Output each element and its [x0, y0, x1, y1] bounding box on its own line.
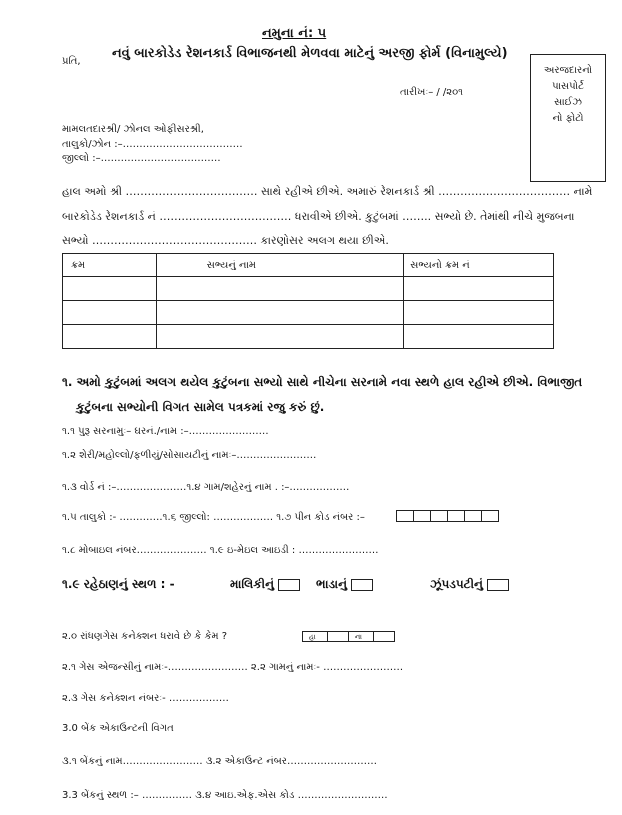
gas-agency-field[interactable]: ૨.૧ ગેસ એજન્સીનું નામઃ-…………………… ૨.૨ ગામનું નામઃ- ……………………: [62, 662, 404, 673]
full-address-field[interactable]: ૧.૧ પુરૂ સરનામુઃ– ઘરનં./નામ :–……………………: [62, 426, 269, 437]
bank-place-ifsc-field[interactable]: 3.3 બેંકનું સ્થળ :– …………… ૩.૪ આઇ.એફ.એસ કોડ ………………………: [62, 790, 388, 801]
photo-box: [530, 54, 606, 182]
photo-line: નો ફોટો: [552, 113, 584, 124]
table-cell[interactable]: [404, 277, 554, 301]
table-cell[interactable]: [404, 301, 554, 325]
table-cell[interactable]: [156, 325, 404, 349]
header-serial: ક્રમ: [63, 254, 157, 277]
photo-line: પાસપોર્ટ: [552, 81, 584, 92]
taluka-field[interactable]: તાલુકો/ઝોન :–………………………………: [62, 139, 243, 150]
gas-connection-question: ૨.૦ રાંધણગેસ કનેક્શન ધરાવે છે કે કેમ ?: [62, 631, 228, 642]
intro-line-1: હાલ અમો શ્રી ……………………………… સાથે રહીએ છીએ. અમારું રેશનકાર્ડ શ્રી ……………………………… નામે: [62, 185, 593, 198]
slum-checkbox[interactable]: [487, 579, 509, 591]
pincode-box[interactable]: [430, 510, 448, 522]
gas-blank-box[interactable]: [373, 631, 395, 642]
pincode-box[interactable]: [413, 510, 431, 522]
option-label: માલિકીનું: [230, 577, 275, 591]
header-member-name: સભ્યનું નામ: [156, 254, 404, 277]
residence-option-owned[interactable]: [230, 577, 300, 592]
intro-line-3: સભ્યો ……………………………………… કારણોસર અલગ થયા છીએ.: [62, 234, 389, 247]
table-cell[interactable]: [156, 301, 404, 325]
bank-account-heading: 3.0 બેંક એકાઉન્ટની વિગત: [62, 723, 174, 734]
table-cell[interactable]: [63, 325, 157, 349]
owned-checkbox[interactable]: [278, 579, 300, 591]
street-field[interactable]: ૧.૨ શેરી/મહોલ્લો/ફળીયું/સોસાયટીનું નામઃ–……………………: [62, 450, 317, 461]
option-label: ભાડાનું: [316, 577, 348, 591]
residence-type-label: ૧.૯ રહેઠાણનું સ્થળ : -: [62, 577, 175, 591]
pincode-box[interactable]: [396, 510, 414, 522]
prati-label: પ્રતિ,: [62, 56, 81, 67]
pincode-box[interactable]: [481, 510, 499, 522]
taluka-district-pin-field[interactable]: ૧.૫ તાલુકો :- ………….૧.૬ જીલ્લો: ……………… ૧.૭ પીન કોડ નંબર :–: [62, 512, 365, 523]
table-cell[interactable]: [63, 301, 157, 325]
table-cell[interactable]: [156, 277, 404, 301]
form-number: નમુના નં: ૫: [262, 26, 327, 41]
mobile-email-field[interactable]: ૧.૮ મોબાઇલ નંબર………………… ૧.૯ ઇ-મેઇલ આઇડી : ……………………: [62, 545, 379, 556]
table-header-row: [63, 254, 554, 277]
members-table: [62, 253, 554, 349]
pincode-box[interactable]: [464, 510, 482, 522]
table-row: [63, 325, 554, 349]
form-title: નવું બારકોડેડ રેશનકાર્ડ વિભાજનથી મેળવવા માટેનું અરજી ફોર્મ (વિનામુલ્યે): [112, 46, 508, 61]
section1-heading-2: કુટુંબના સભ્યોની વિગત સામેલ પત્રકમાં રજુ કરું છું.: [76, 400, 325, 414]
table-row: [63, 277, 554, 301]
header-member-number: સભ્યનો ક્રમ નં: [404, 254, 554, 277]
gas-blank-box[interactable]: [327, 631, 349, 642]
pincode-box[interactable]: [447, 510, 465, 522]
pincode-boxes[interactable]: [397, 510, 499, 522]
intro-line-2: બારકોડેડ રેશનકાર્ડ નં ……………………………… ધરાવીએ છીએ. કુટુંબમાં …….. સભ્યો છે. તેમાંથી નીચે મુજબના: [62, 210, 575, 223]
table-cell[interactable]: [63, 277, 157, 301]
photo-line: સાઈઝ: [554, 97, 582, 108]
section1-heading-1: ૧. અમો કુટુંબમાં અલગ થયેલ કુટુંબના સભ્યો સાથે નીચેના સરનામે નવા સ્થળે હાલ રહીએ છીએ. વિભાજીત: [62, 375, 583, 389]
date-field[interactable]: તારીખઃ– / /૨૦૧: [400, 87, 464, 98]
bank-name-account-field[interactable]: ૩.૧ બેંકનું નામ…………………… ૩.૨ એકાઉન્ટ નંબર………………………: [62, 756, 377, 767]
residence-option-rented[interactable]: [316, 577, 373, 592]
photo-box-text: [531, 63, 605, 127]
table-row: [63, 301, 554, 325]
option-label: ઝૂંપડપટીનું: [430, 577, 483, 591]
address-line-1: મામલતદારશ્રી/ ઝોનલ ઓફીસરશ્રી,: [62, 124, 204, 135]
table-cell[interactable]: [404, 325, 554, 349]
gas-no-box[interactable]: ના: [348, 631, 374, 642]
gas-connection-number-field[interactable]: ૨.૩ ગેસ કનેક્શન નંબરઃ- ………………: [62, 693, 229, 704]
residence-option-slum[interactable]: [430, 577, 509, 592]
rented-checkbox[interactable]: [351, 579, 373, 591]
gas-yes-box[interactable]: હા: [302, 631, 328, 642]
ward-village-field[interactable]: ૧.૩ વોર્ડ નં :–…………………૧.૪ ગામ/શહેરનું નામ . :–………………: [62, 482, 350, 493]
district-field[interactable]: જીલ્લો :–………………………………: [62, 153, 221, 164]
photo-line: અરજદારનો: [543, 65, 593, 76]
